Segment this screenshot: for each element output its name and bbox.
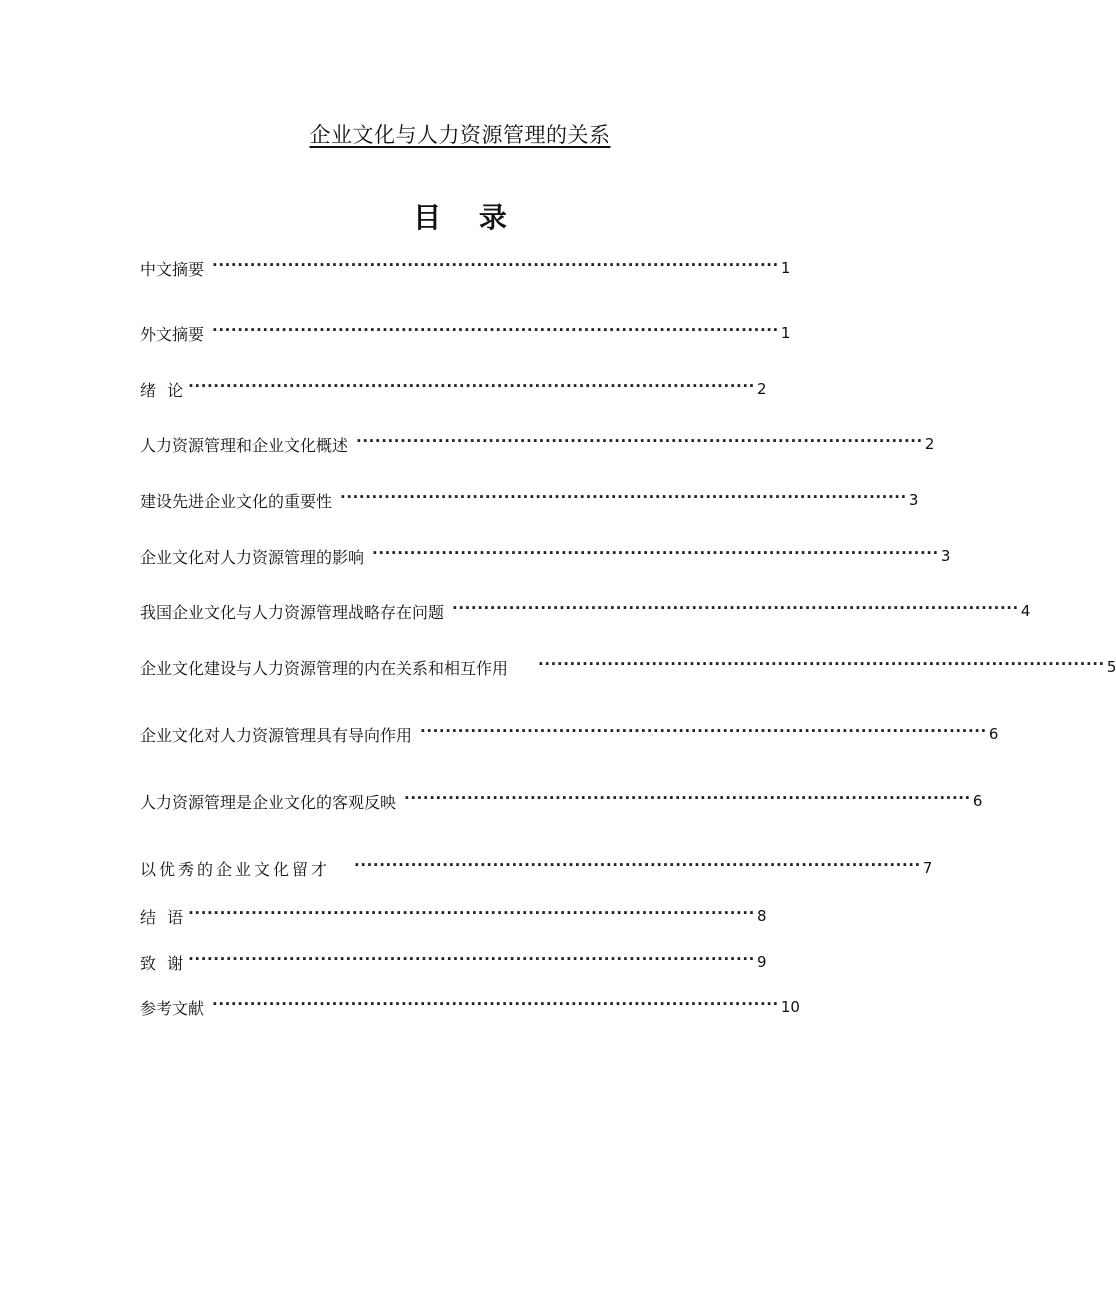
toc-entry[interactable] xyxy=(140,855,933,881)
toc-entry-label: 企业文化对人力资源管理具有导向作用 xyxy=(140,725,413,745)
toc-entry[interactable] xyxy=(140,598,1031,624)
toc-entry-label: 结 语 xyxy=(140,907,187,927)
toc-entry[interactable] xyxy=(140,949,767,975)
toc-entry-page: 1 xyxy=(780,259,791,277)
toc-entry-page: 10 xyxy=(780,998,800,1016)
toc-entry[interactable] xyxy=(140,376,767,402)
dot-leader: ·························································································· xyxy=(404,789,971,807)
toc-entry-label: 企业文化对人力资源管理的影响 xyxy=(140,547,365,567)
toc-entry-page: 4 xyxy=(1020,602,1031,620)
toc-entry-page: 6 xyxy=(972,792,983,810)
toc-entry[interactable] xyxy=(140,543,951,569)
toc-entry-page: 7 xyxy=(922,859,933,877)
toc-entry[interactable] xyxy=(140,903,767,929)
dot-leader: ·························································································· xyxy=(354,856,921,874)
toc-entry-label: 企业文化建设与人力资源管理的内在关系和相互作用 xyxy=(140,658,509,678)
toc-entry-page: 3 xyxy=(940,547,951,565)
dot-leader: ·························································································· xyxy=(188,950,755,968)
toc-entry-label: 建设先进企业文化的重要性 xyxy=(140,491,333,511)
toc-entry[interactable] xyxy=(140,487,919,513)
toc-entry-label: 人力资源管理是企业文化的客观反映 xyxy=(140,792,397,812)
toc-entry-label: 参考文献 xyxy=(140,998,205,1018)
toc-entry[interactable] xyxy=(140,721,999,747)
toc-entry-label: 人力资源管理和企业文化概述 xyxy=(140,435,349,455)
toc-entry-page: 8 xyxy=(756,907,767,925)
dot-leader: ·························································································· xyxy=(452,599,1019,617)
dot-leader: ·························································································· xyxy=(356,432,923,450)
document-title xyxy=(0,120,920,150)
toc-entry[interactable] xyxy=(140,654,1116,680)
document-title-text: 企业文化与人力资源管理的关系 xyxy=(309,123,611,147)
toc-entry-page: 2 xyxy=(756,380,767,398)
toc-entry-label: 致 谢 xyxy=(140,953,187,973)
toc-entry-label: 以优秀的企业文化留才 xyxy=(140,859,331,879)
toc-heading: 目 录 xyxy=(413,201,521,234)
toc-entry[interactable] xyxy=(140,320,791,346)
toc-entry-label: 中文摘要 xyxy=(140,259,205,279)
dot-leader: ·························································································· xyxy=(212,256,779,274)
dot-leader: ·························································································· xyxy=(188,377,755,395)
dot-leader: ·························································································· xyxy=(372,544,939,562)
toc-entry-label: 外文摘要 xyxy=(140,324,205,344)
toc-entry-label: 绪 论 xyxy=(140,380,187,400)
dot-leader: ·························································································· xyxy=(340,488,907,506)
dot-leader: ·························································································· xyxy=(188,904,755,922)
dot-leader: ·························································································· xyxy=(420,722,987,740)
dot-leader: ·························································································· xyxy=(538,655,1105,673)
toc-entry[interactable] xyxy=(140,255,791,281)
toc-entry-page: 2 xyxy=(924,435,935,453)
toc-entry-page: 3 xyxy=(908,491,919,509)
dot-leader: ·························································································· xyxy=(212,321,779,339)
toc-entry-page: 5 xyxy=(1106,658,1116,676)
dot-leader: ·························································································· xyxy=(212,995,779,1013)
toc-entry[interactable] xyxy=(140,788,983,814)
toc-entry[interactable] xyxy=(140,994,800,1020)
toc-entry[interactable] xyxy=(140,431,935,457)
toc-entry-page: 1 xyxy=(780,324,791,342)
toc-entry-page: 9 xyxy=(756,953,767,971)
toc-entry-page: 6 xyxy=(988,725,999,743)
toc-entry-label: 我国企业文化与人力资源管理战略存在问题 xyxy=(140,602,445,622)
